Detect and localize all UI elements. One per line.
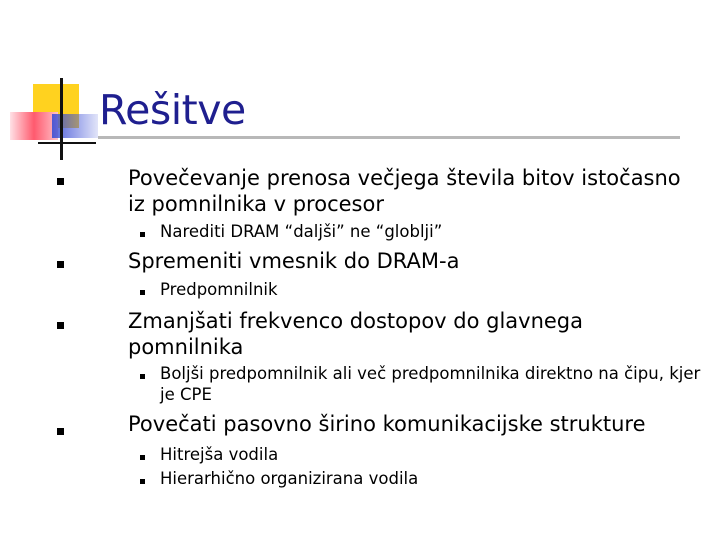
bullet-square-icon [140, 232, 145, 237]
slide-title: Rešitve [99, 86, 246, 134]
bullet-square-icon [140, 374, 145, 379]
bullet-square-icon [57, 428, 64, 435]
bullet-square-icon [57, 178, 64, 185]
bullet-level2: Hitrejša vodila [160, 445, 279, 464]
bullet-level2: Narediti DRAM “daljši” ne “globlji” [160, 222, 443, 241]
bullet-square-icon [140, 479, 145, 484]
bullet-level2: Hierarhično organizirana vodila [160, 469, 419, 488]
bullet-square-icon [57, 322, 64, 329]
bullet-square-icon [140, 455, 145, 460]
bullet-level1: Zmanjšati frekvenco dostopov do glavnega pomnilnika [128, 309, 584, 359]
bullet-square-icon [57, 261, 64, 268]
bullet-level1: Spremeniti vmesnik do DRAM-a [128, 249, 460, 273]
bullet-level2: Boljši predpomnilnik ali več predpomnilnika direktno na čipu, kjer je CPE [160, 364, 701, 404]
bullet-square-icon [140, 290, 145, 295]
bullet-level1: Povečevanje prenosa večjega števila bitov istočasno iz pomnilnika v procesor [128, 166, 681, 216]
bullet-level1: Povečati pasovno širino komunikacijske strukture [128, 412, 646, 436]
bullet-level2: Predpomnilnik [160, 280, 278, 299]
